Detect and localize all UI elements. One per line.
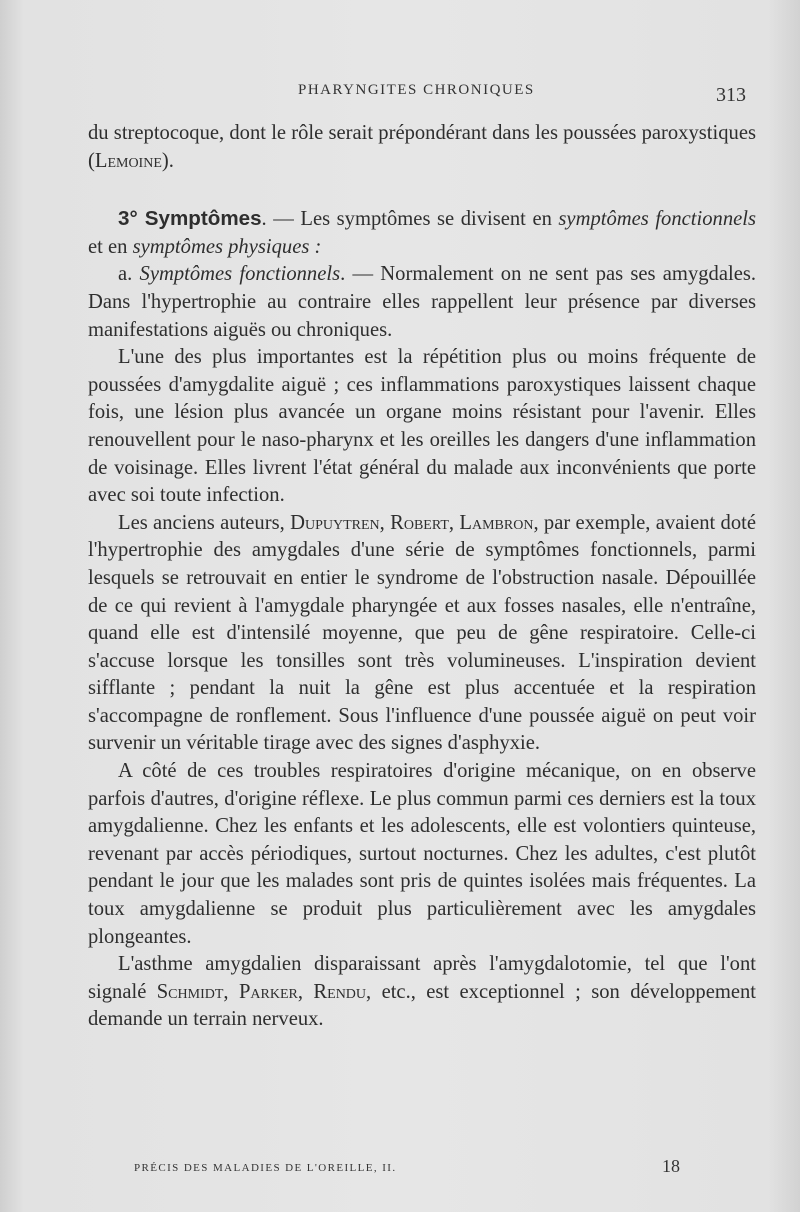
author-name: Schmidt <box>156 980 224 1003</box>
section-heading-paragraph: 3° Symptômes. — Les symptômes se divisent en symptômes fonctionnels et en symptômes physiques : <box>88 207 756 258</box>
paragraph-continuation: du streptocoque, dont le rôle serait prépondérant dans les poussées paroxystiques (Lemoine). <box>88 122 756 172</box>
page-number: 313 <box>716 84 746 106</box>
author-name: Robert <box>390 511 449 534</box>
body-text <box>88 120 756 1034</box>
paragraph: L'asthme amygdalien disparaissant après l'amygdalotomie, tel que l'ont signalé Schmidt, Parker, Rendu, etc., est exceptionnel ; son développement demande un terrain nerveux. <box>88 953 757 1031</box>
author-name: Rendu <box>313 980 367 1003</box>
page-footer <box>0 1156 800 1186</box>
signature-mark: 18 <box>662 1156 680 1176</box>
subsection-paragraph: a. Symptômes fonctionnels. — Normalement on ne sent pas ses amygdales. Dans l'hypertrophie au contraire elles rappellent leur présence par diverses manifestations aiguës ou chroniques. <box>88 263 757 341</box>
paragraph: Les anciens auteurs, Dupuytren, Robert, Lambron, par exemple, avaient doté l'hypertrophie des amygdales d'une série de symptômes fonctionnels, parmi lesquels se retrouvait en entier le syndrome de l'obstruction nasale. Dépouillée de ce qui revient à l'amygdale pharyngée et aux fosses nasales, elle n'entraîne, quand elle est d'intensilé moyenne, que peu de gêne respiratoire. Celle-ci s'accuse lorsque les tonsilles sont très volumineuses. L'inspiration devient sifflante ; pendant la nuit la gêne est plus accentuée et la respiration s'accompagne de ronflement. Sous l'influence d'une poussée aiguë on peut voir survenir un véritable tirage avec des signes d'asphyxie. <box>88 511 757 755</box>
author-name: Dupuytren <box>290 511 380 534</box>
paragraph: L'une des plus importantes est la répétition plus ou moins fréquente de poussées d'amygdalite aiguë ; ces inflammations paroxystiques laissent chaque fois, une lésion plus avancée un organe moins résistant pour l'avenir. Elles renouvellent pour le naso-pharynx et les oreilles les dangers d'une inflammation de voisinage. Elles livrent l'état général du malade aux inconvénients que porte avec soi toute infection. <box>88 346 756 507</box>
author-name: Lambron <box>459 511 534 534</box>
section-heading: 3° Symptômes <box>118 207 262 231</box>
page-header <box>0 78 800 108</box>
running-head: PHARYNGITES CHRONIQUES <box>298 82 535 98</box>
subsection-title: Symptômes fonctionnels <box>139 263 341 286</box>
book-title: PRÉCIS DES MALADIES DE L'OREILLE, II. <box>134 1162 397 1174</box>
paragraph: A côté de ces troubles respiratoires d'origine mécanique, on en observe parfois d'autres, d'origine réflexe. Le plus commun parmi ces derniers est la toux amygdalienne. Chez les enfants et les adolescents, elle est volontiers quinteuse, revenant par accès périodiques, surtout nocturnes. Chez les adultes, c'est plutôt pendant le jour que les malades sont pris de quintes isolées mais fréquentes. La toux amygdalienne se produit plus particulièrement avec les amygdales plongeantes. <box>88 760 756 948</box>
author-name: Parker <box>238 980 298 1003</box>
author-name: Lemoine <box>94 149 162 172</box>
